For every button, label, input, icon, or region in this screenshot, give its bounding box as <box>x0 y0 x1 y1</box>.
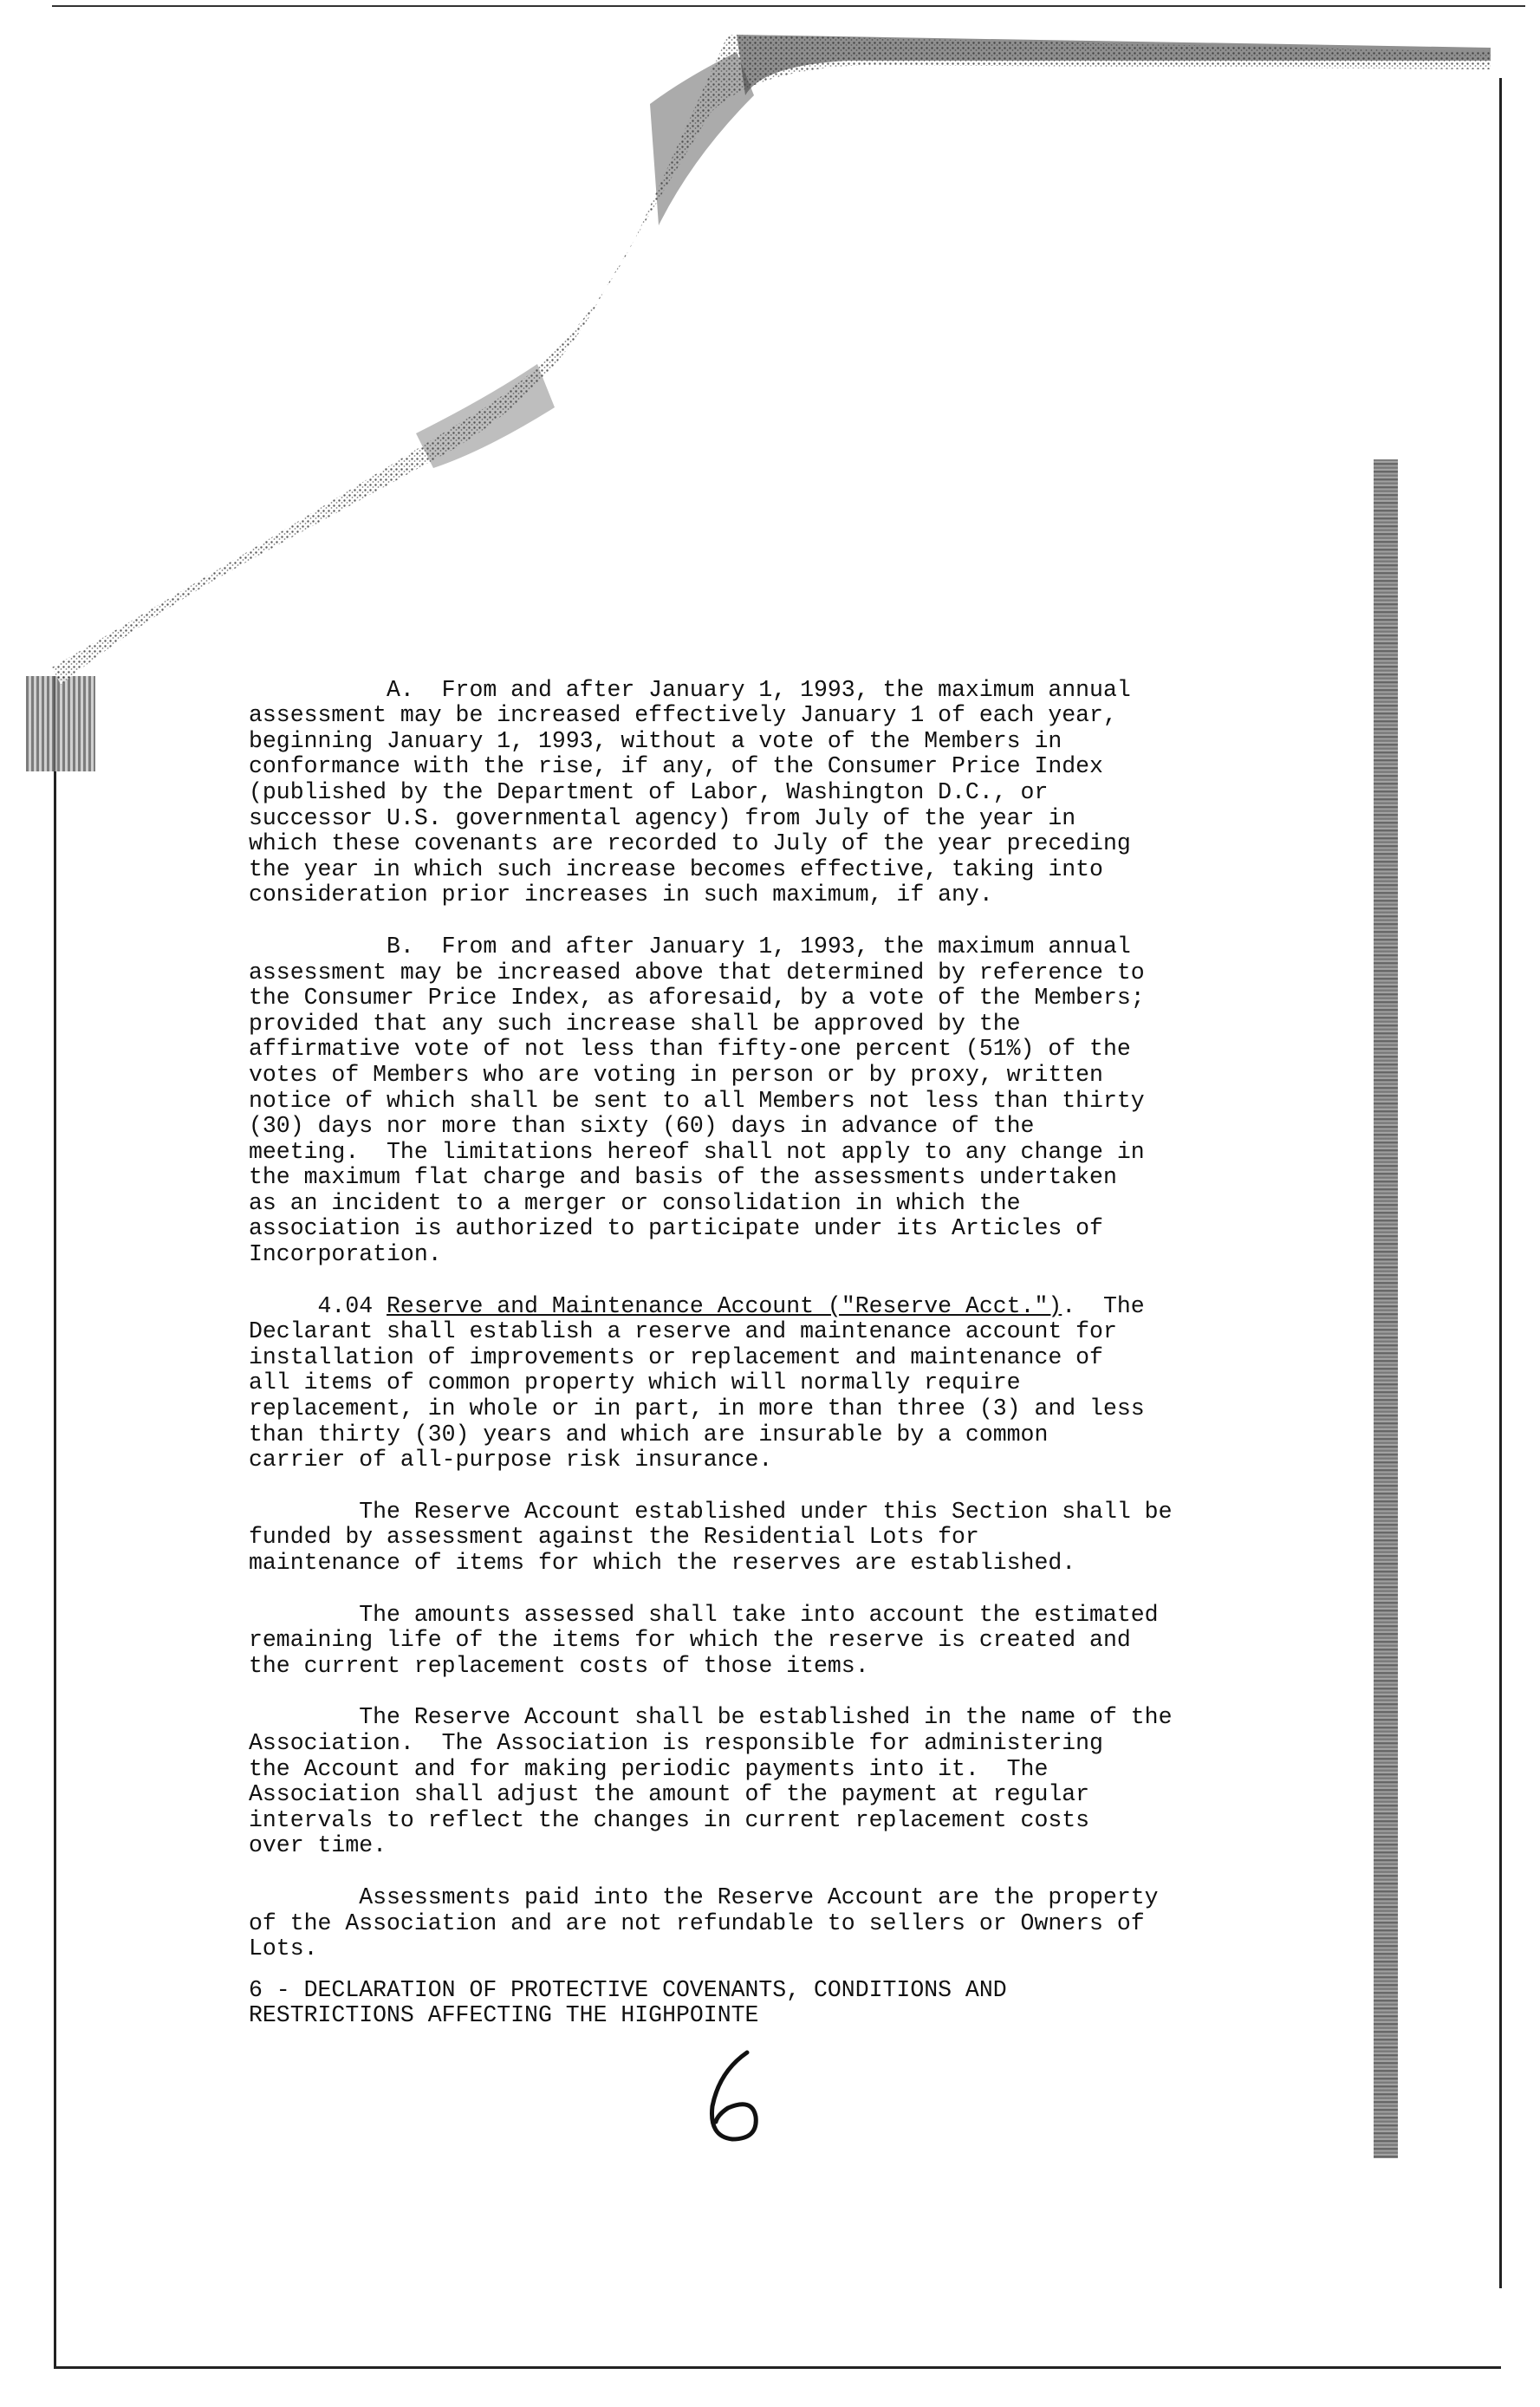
text-line: the current replacement costs of those items. <box>249 1652 869 1679</box>
scan-edge-left <box>54 676 56 2366</box>
text-line: assessment may be increased above that determined by reference to <box>249 959 1145 986</box>
text-line: B. From and after January 1, 1993, the maximum annual <box>249 933 1131 960</box>
text-line: over time. <box>249 1832 387 1859</box>
scan-noise-strip-right <box>1374 459 1398 2158</box>
text-line: (30) days nor more than sixty (60) days in advance of the <box>249 1113 1035 1140</box>
text-line: consideration prior increases in such maximum, if any. <box>249 881 993 908</box>
paragraph-a <box>249 678 1237 908</box>
text-line: remaining life of the items for which the reserve is created and <box>249 1627 1131 1654</box>
scan-edge-bottom <box>54 2366 1501 2369</box>
section-heading-line <box>249 1294 1237 1320</box>
text-line: votes of Members who are voting in person or by proxy, written <box>249 1061 1103 1088</box>
section-4-04 <box>249 1294 1237 1473</box>
text-line: (published by the Department of Labor, Washington D.C., or <box>249 778 1049 805</box>
text-line: meeting. The limitations hereof shall not apply to any change in <box>249 1138 1145 1165</box>
section-heading-tail: . The <box>1062 1292 1145 1319</box>
footer-line: RESTRICTIONS AFFECTING THE HIGHPOINTE <box>249 2002 759 2029</box>
text-line: beginning January 1, 1993, without a vote of the Members in <box>249 727 1062 754</box>
text-line: as an incident to a merger or consolidation in which the <box>249 1189 1021 1216</box>
text-line: The Reserve Account established under this Section shall be <box>249 1498 1173 1525</box>
page-footer <box>249 1978 1237 2029</box>
text-line: the Account and for making periodic payments into it. The <box>249 1755 1049 1782</box>
text-line: the Consumer Price Index, as aforesaid, by a vote of the Members; <box>249 985 1145 1012</box>
text-line: The amounts assessed shall take into account the estimated <box>249 1601 1159 1628</box>
text-line: A. From and after January 1, 1993, the maximum annual <box>249 676 1131 703</box>
text-line: installation of improvements or replacement and maintenance of <box>249 1343 1103 1370</box>
paragraph-account-name <box>249 1705 1237 1859</box>
section-title: Reserve and Maintenance Account ("Reserve Acct.") <box>387 1292 1062 1319</box>
text-line: carrier of all-purpose risk insurance. <box>249 1447 773 1473</box>
text-line: Lots. <box>249 1935 318 1962</box>
document-body <box>249 652 1237 2080</box>
text-line: funded by assessment against the Residential Lots for <box>249 1524 979 1551</box>
text-line: assessment may be increased effectively January 1 of each year, <box>249 702 1117 729</box>
paragraph-b <box>249 934 1237 1268</box>
text-line: Declarant shall establish a reserve and maintenance account for <box>249 1318 1117 1345</box>
footer-line: 6 - DECLARATION OF PROTECTIVE COVENANTS, CONDITIONS AND <box>249 1976 1007 2003</box>
text-line: maintenance of items for which the reserves are established. <box>249 1550 1076 1576</box>
text-line: successor U.S. governmental agency) from July of the year in <box>249 804 1076 831</box>
text-line: conformance with the rise, if any, of the Consumer Price Index <box>249 753 1103 780</box>
folded-corner-shadow <box>0 0 1540 711</box>
text-line: association is authorized to participate under its Articles of <box>249 1215 1103 1242</box>
text-line: The Reserve Account shall be established in the name of the <box>249 1704 1173 1731</box>
text-line: of the Association and are not refundable to sellers or Owners of <box>249 1909 1145 1936</box>
handwritten-page-number <box>693 2046 780 2150</box>
text-line: Association shall adjust the amount of the payment at regular <box>249 1781 1090 1808</box>
text-line: notice of which shall be sent to all Members not less than thirty <box>249 1087 1145 1114</box>
paragraph-funding <box>249 1499 1237 1577</box>
text-line: the maximum flat charge and basis of the assessments undertaken <box>249 1164 1117 1191</box>
text-line: Association. The Association is responsible for administering <box>249 1729 1103 1756</box>
text-line: Assessments paid into the Reserve Account are the property <box>249 1883 1159 1910</box>
text-line: provided that any such increase shall be approved by the <box>249 1010 1021 1037</box>
text-line: affirmative vote of not less than fifty-one percent (51%) of the <box>249 1036 1131 1063</box>
paragraph-property <box>249 1885 1237 1962</box>
text-line: intervals to reflect the changes in current replacement costs <box>249 1806 1090 1833</box>
paragraph-amounts <box>249 1603 1237 1680</box>
text-line: all items of common property which will normally require <box>249 1369 1021 1396</box>
text-line: than thirty (30) years and which are insurable by a common <box>249 1421 1049 1447</box>
text-line: Incorporation. <box>249 1241 442 1268</box>
text-line: which these covenants are recorded to July of the year preceding <box>249 830 1131 857</box>
section-number: 4.04 <box>249 1292 387 1319</box>
text-line: the year in which such increase becomes effective, taking into <box>249 855 1103 882</box>
text-line: replacement, in whole or in part, in more than three (3) and less <box>249 1395 1145 1422</box>
